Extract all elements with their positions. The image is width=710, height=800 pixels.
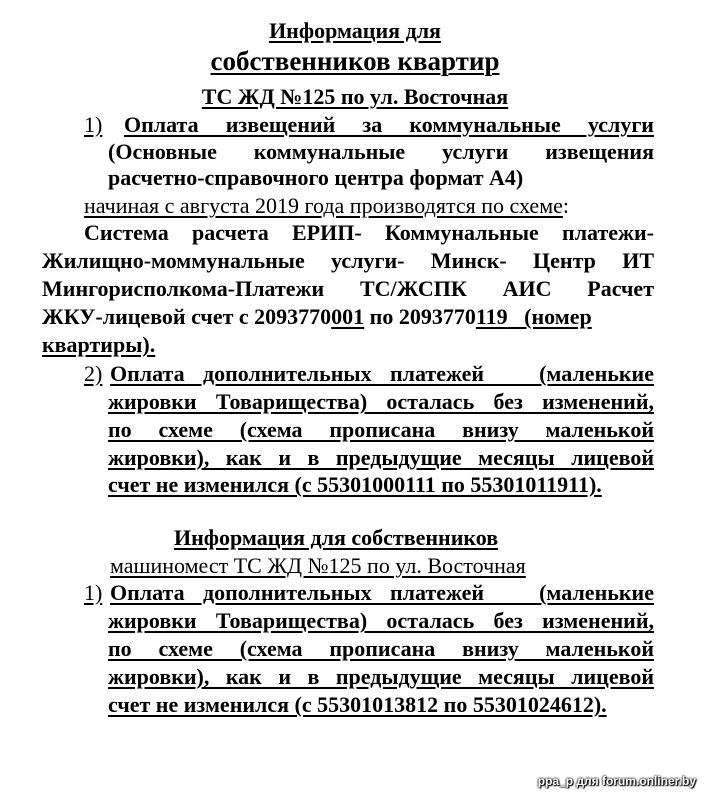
account-range-prefix: ЖКУ-лицевой счет с 2093770: [42, 304, 332, 329]
apartment-number-note-end: квартиры).: [42, 332, 156, 357]
parking-item1-line2: жировки Товарищества) осталась без изменений,: [108, 608, 654, 633]
apartments-item2-line1: Оплата дополнительных платежей (маленькие: [110, 361, 654, 386]
apartments-item1-line1: Оплата извещений за коммунальные услуги: [124, 112, 654, 137]
parking-item1-number: 1): [84, 580, 103, 605]
schedule-intro-text: начиная с августа 2019 года производятся по схеме: [84, 193, 563, 218]
apartments-title-line1: Информация для: [269, 18, 441, 43]
apartment-number-note: (номер: [507, 304, 592, 329]
schedule-intro-colon: :: [562, 193, 570, 218]
parking-title-line2: машиномест ТС ЖД №125 по ул. Восточная: [110, 553, 526, 578]
parking-item1-line4: жировки), как и в предыдущие месяцы лицевой: [108, 664, 654, 689]
account-range-end-suffix: 119: [475, 304, 508, 329]
apartments-item2-line3: по схеме (схема прописана внизу маленькой: [108, 417, 654, 442]
apartments-title-line3: ТС ЖД №125 по ул. Восточная: [201, 84, 509, 109]
parking-item1-line1: Оплата дополнительных платежей (маленькие: [110, 580, 654, 605]
account-range-middle: по 2093770: [364, 304, 476, 329]
apartments-title-line2: собственников квартир: [210, 46, 500, 76]
apartments-item1-number: 1): [84, 112, 103, 137]
forum-watermark: ppa_p для forum.onliner.by: [537, 774, 696, 788]
erip-path-line2: Жилищно-моммунальные услуги- Минск- Центр ИТ: [42, 248, 654, 273]
parking-title-line1: Информация для собственников: [174, 525, 499, 550]
parking-item1-line5: счет не изменился (с 55301013812 по 55301024612).: [108, 692, 607, 717]
apartments-item2-line5: счет не изменился (с 55301000111 по 55301011911).: [108, 472, 602, 497]
apartments-item2-line4: жировки), как и в предыдущие месяцы лицевой: [108, 445, 654, 470]
apartments-schedule-intro: [84, 193, 569, 219]
account-range-line: [42, 304, 592, 330]
apartments-item1-line3: расчетно-справочного центра формат А4): [108, 165, 524, 190]
erip-path-line3: Мингорисполкома-Платежи ТС/ЖСПК АИС Расчет: [42, 276, 654, 301]
apartments-item1-line2: (Основные коммунальные услуги извещения: [108, 139, 654, 164]
account-range-start-suffix: 001: [331, 304, 365, 329]
parking-item1-line3: по схеме (схема прописана внизу маленькой: [108, 636, 654, 661]
apartments-item2-number: 2): [84, 361, 103, 386]
erip-path-line1: Система расчета ЕРИП- Коммунальные платежи-: [84, 220, 654, 245]
apartments-item2-line2: жировки Товарищества) осталась без изменений,: [108, 389, 654, 414]
